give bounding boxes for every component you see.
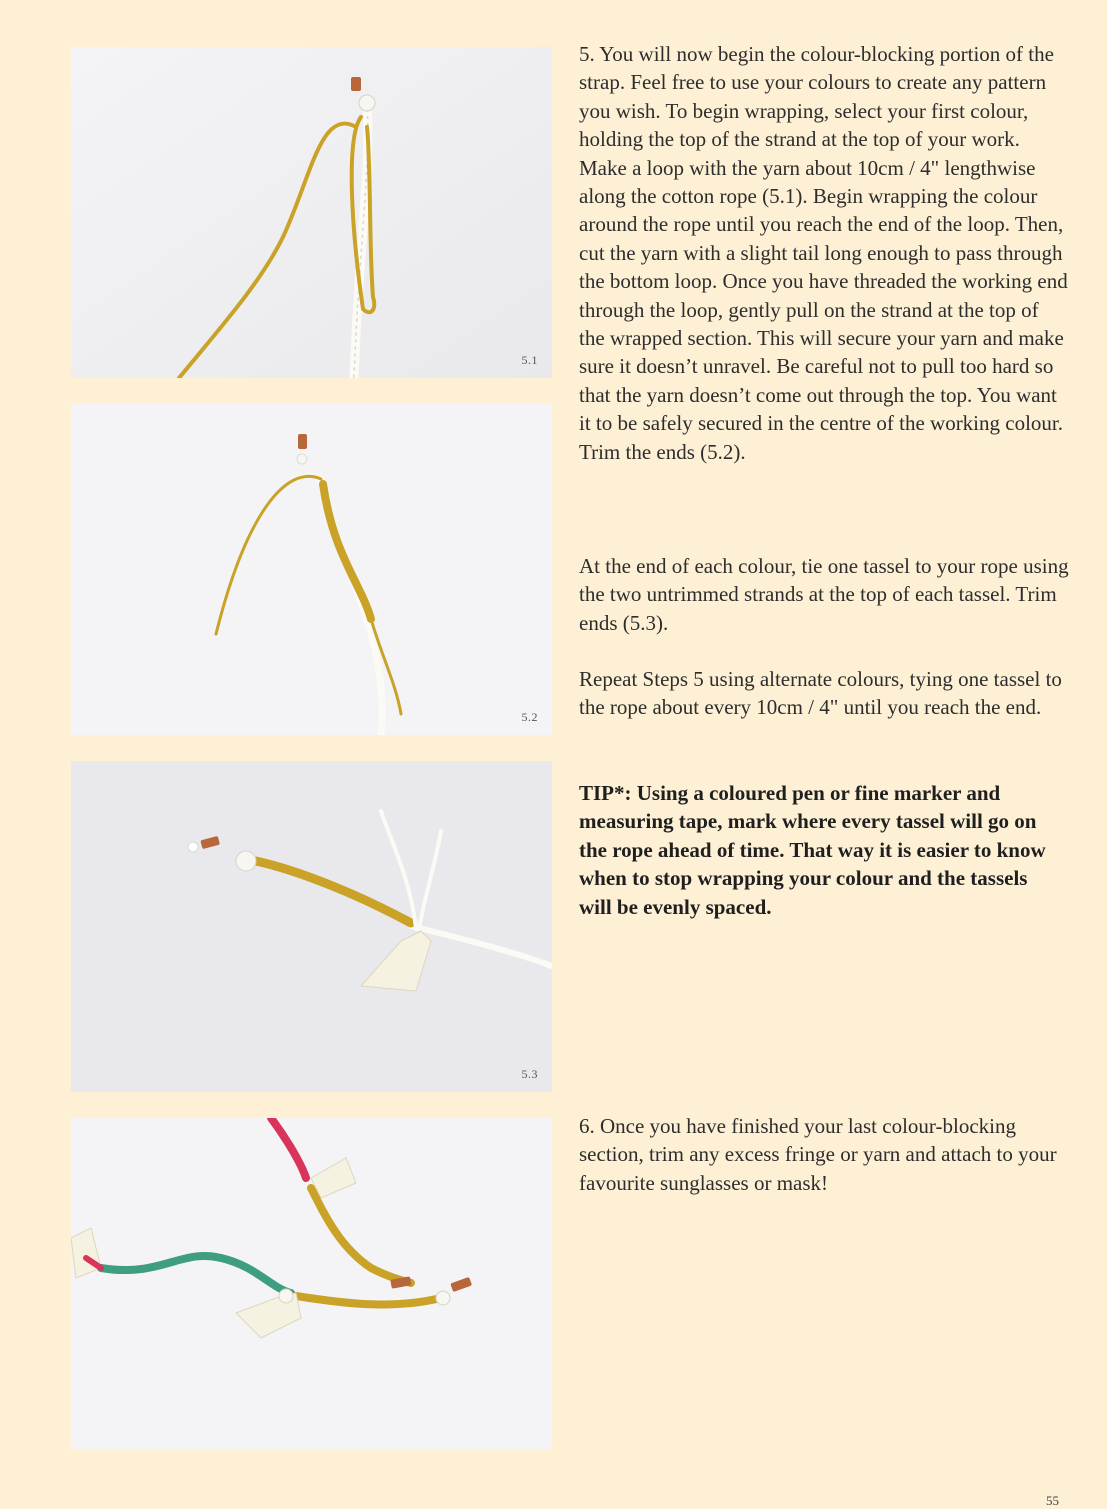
tip-callout: TIP*: Using a coloured pen or fine marker and measuring tape, mark where every tassel will go on the rope ahead of time. That way it is easier to know when to stop wrapping your colour and the tassels will be evenly spaced. xyxy=(579,781,1046,919)
tassel-instructions: At the end of each colour, tie one tassel to your rope using the two untrimmed strands at the top of each tassel. Trim ends (5.3). xyxy=(579,554,1069,635)
yarn-wrapped-illustration xyxy=(71,404,552,735)
photo-caption: 5.3 xyxy=(521,1067,538,1081)
tassel-attached-illustration xyxy=(71,761,552,1092)
photo-step-5-2 xyxy=(71,404,552,735)
photo-caption: 5.1 xyxy=(521,353,538,367)
step-5-instructions: 5. You will now begin the colour-blocking portion of the strap. Feel free to use your colours to create any pattern you wish. To begin wrapping, select your first colour, holding the top of the strand at the top of your work. Make a loop with the yarn about 10cm / 4" lengthwise along the cotton rope (5.1). Begin wrapping the colour around the rope until you reach the end of the loop. Then, cut the yarn with a slight tail long enough to pass through the bottom loop. Once you have threaded the working end through the loop, gently pull on the strand at the top of the wrapped section. This will secure your yarn and make sure it doesn’t unravel. Be careful not to pull too hard so that the yarn doesn’t come out through the top. You want it to be safely secured in the centre of the working colour. Trim the ends (5.2). xyxy=(579,42,1068,464)
step-6-instructions: 6. Once you have finished your last colour-blocking section, trim any excess fringe or yarn and attach to your favourite sunglasses or mask! xyxy=(579,1114,1057,1195)
copper-end-cap xyxy=(298,434,307,449)
yarn-loop-illustration xyxy=(71,47,552,378)
copper-end-cap xyxy=(351,77,361,91)
page-number: 55 xyxy=(1046,1493,1059,1508)
photo-step-5-1 xyxy=(71,47,552,378)
photo-finished-strap xyxy=(71,1118,552,1449)
photo-step-5-3 xyxy=(71,761,552,1092)
finished-strap-illustration xyxy=(71,1118,552,1449)
repeat-instructions: Repeat Steps 5 using alternate colours, tying one tassel to the rope about every 10cm / 4" until you reach the end. xyxy=(579,667,1062,720)
photo-caption: 5.2 xyxy=(521,710,538,724)
